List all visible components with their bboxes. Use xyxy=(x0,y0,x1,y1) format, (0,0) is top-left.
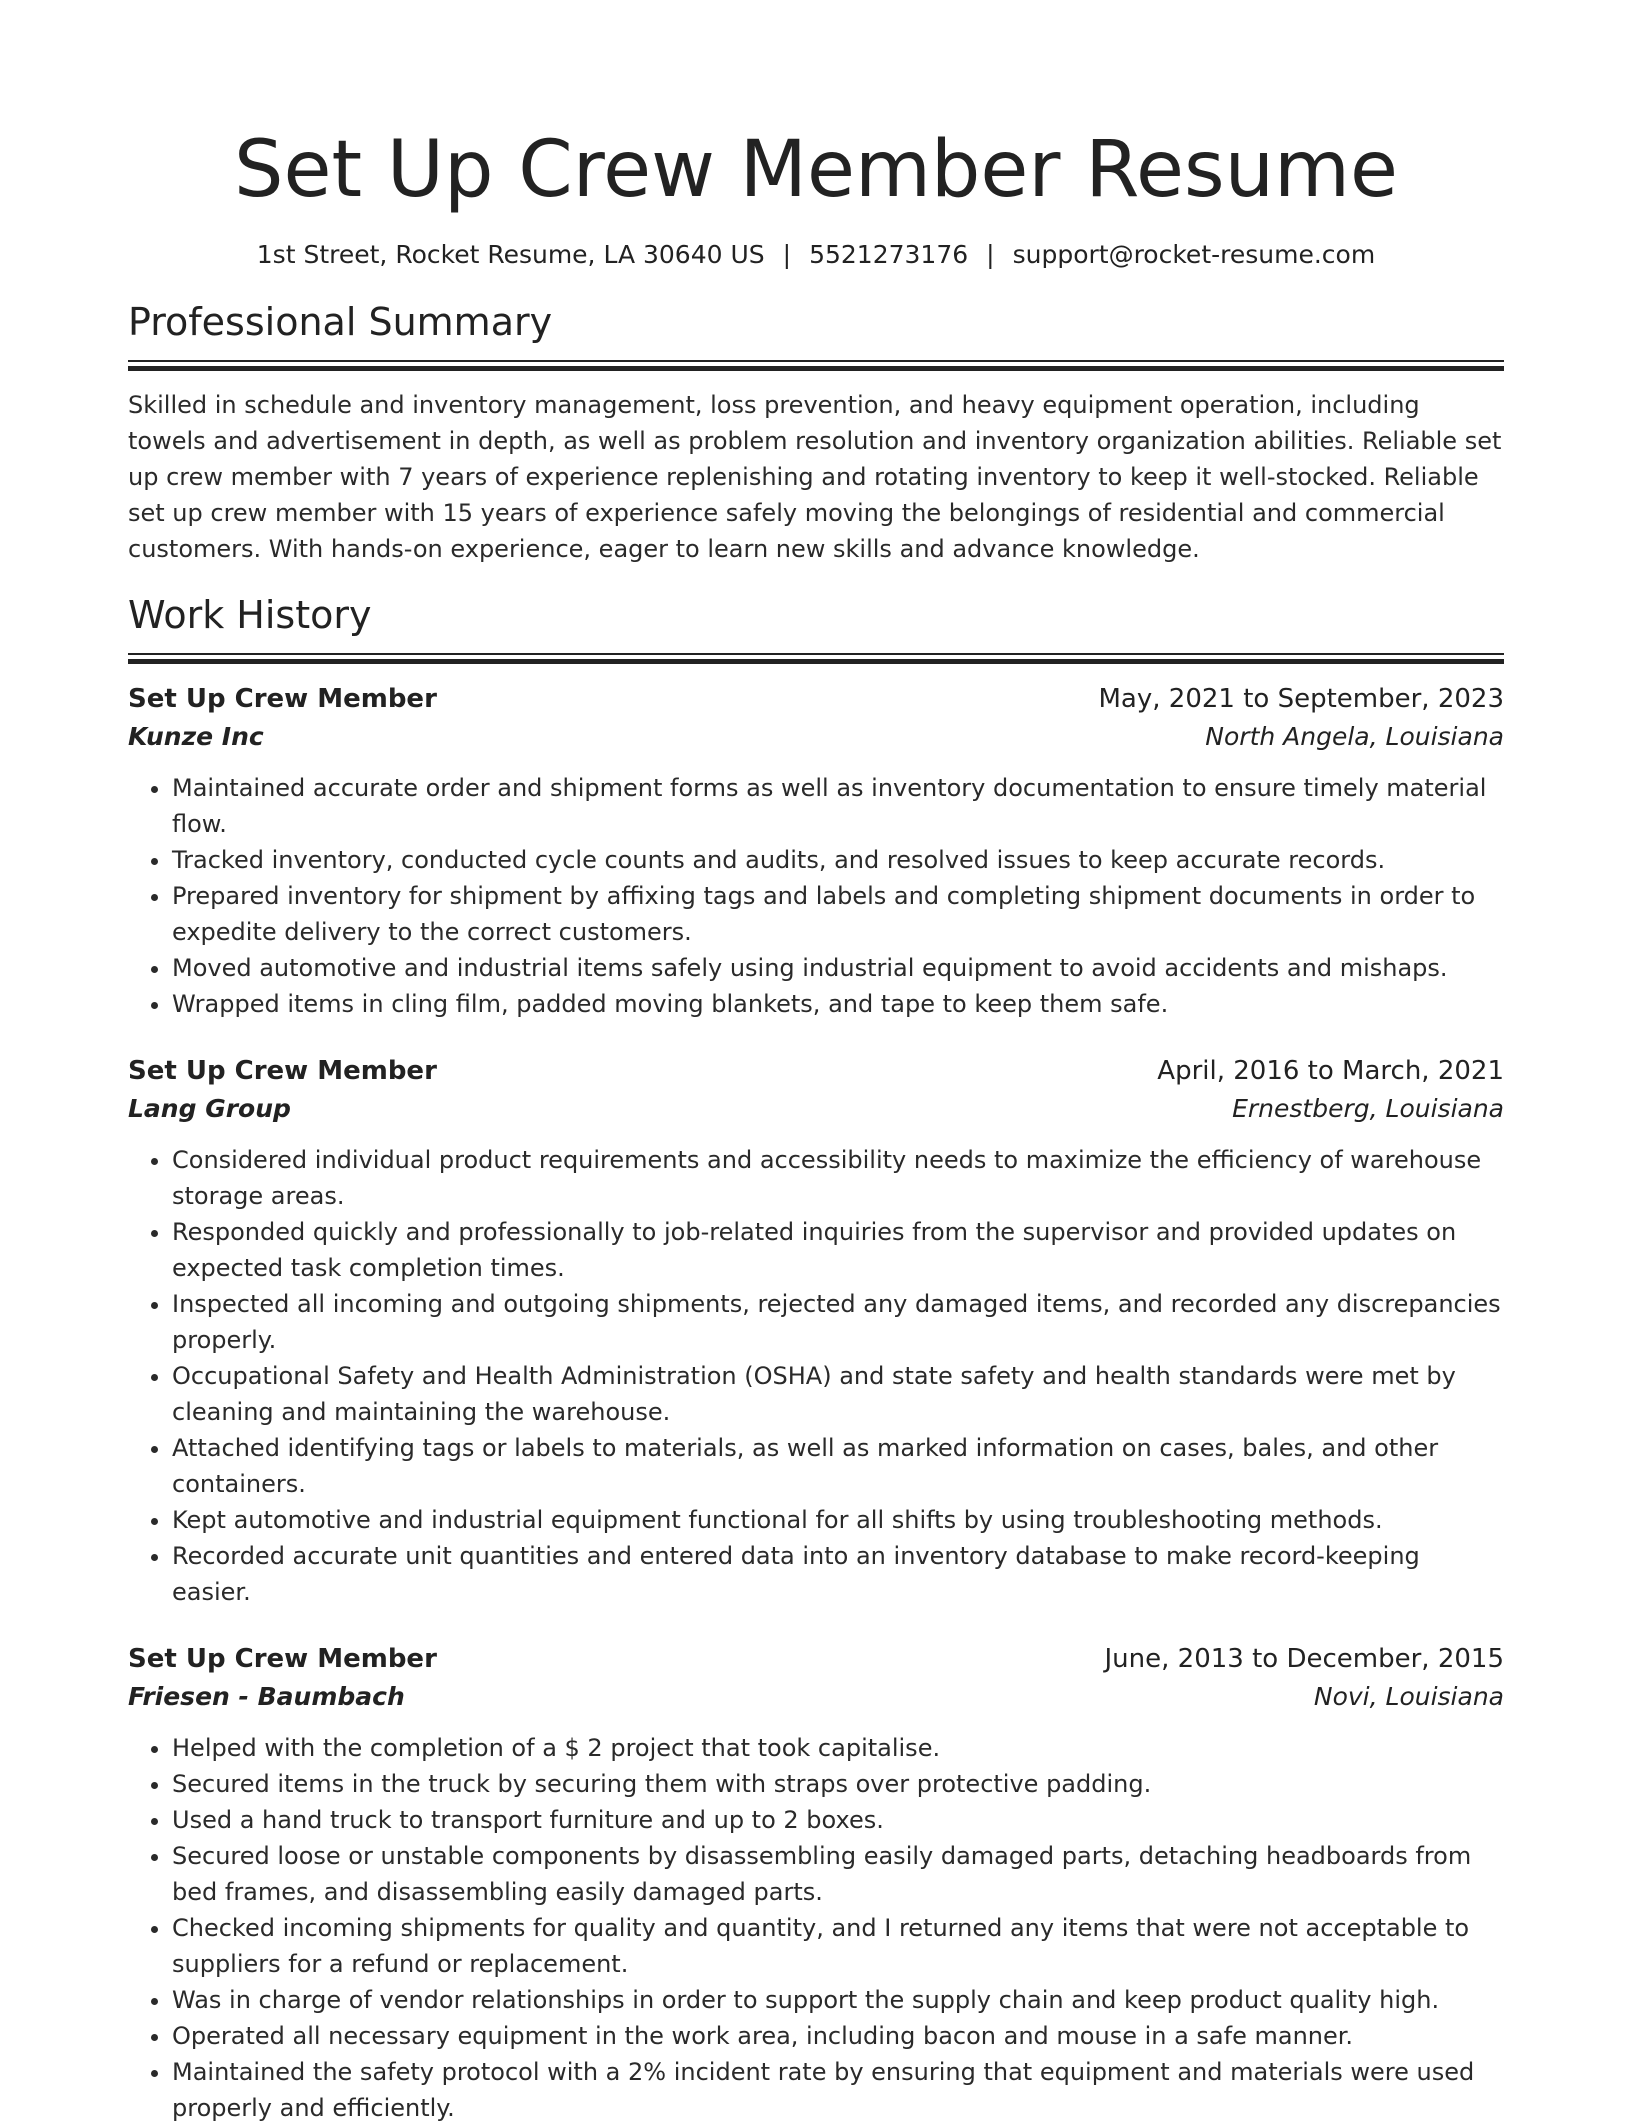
job-bullet: • Occupational Safety and Health Administration (OSHA) and state safety and health standards were met by cleaning and maintaining the warehouse. xyxy=(172,1358,1504,1430)
job-bullet-list xyxy=(128,770,1504,1022)
job-bullet: • Secured loose or unstable components by disassembling easily damaged parts, detaching headboards from bed frames, and disassembling easily damaged parts. xyxy=(172,1838,1504,1910)
job-company-row xyxy=(128,1090,1504,1128)
job-title: Set Up Crew Member xyxy=(128,1056,437,1086)
section-divider xyxy=(128,360,1504,371)
job-company: Kunze Inc xyxy=(128,722,264,751)
section-divider xyxy=(128,653,1504,664)
job-bullet: • Checked incoming shipments for quality and quantity, and I returned any items that were not acceptable to suppliers for a refund or replacement. xyxy=(172,1910,1504,1982)
job-company-row xyxy=(128,718,1504,756)
section-title-summary: Professional Summary xyxy=(128,300,553,344)
job-dates: June, 2013 to December, 2015 xyxy=(1104,1644,1504,1674)
job-header-row xyxy=(128,680,1504,718)
summary-text: Skilled in schedule and inventory management, loss prevention, and heavy equipment operation, including towels and advertisement in depth, as well as problem resolution and inventory organization abilities. Reliable set up crew member with 7 years of experience replenishing and rotating inventory to keep it well-stocked. Reliable set up crew member with 15 years of experience safely moving the belongings of residential and commercial customers. With hands-on experience, eager to learn new skills and advance knowledge. xyxy=(128,391,1502,563)
job-bullet: • Secured items in the truck by securing them with straps over protective padding. xyxy=(172,1766,1504,1802)
job-company: Friesen - Baumbach xyxy=(128,1682,405,1711)
job-company: Lang Group xyxy=(128,1094,291,1123)
job-bullet: • Tracked inventory, conducted cycle counts and audits, and resolved issues to keep accurate records. xyxy=(172,842,1504,878)
job-bullet: • Maintained the safety protocol with a 2% incident rate by ensuring that equipment and materials were used properly and efficiently. xyxy=(172,2054,1504,2126)
resume-page xyxy=(128,0,1504,2126)
job-bullet-list xyxy=(128,1142,1504,1610)
job-entry xyxy=(128,1640,1504,2126)
job-bullet: • Wrapped items in cling film, padded moving blankets, and tape to keep them safe. xyxy=(172,986,1504,1022)
job-header-row xyxy=(128,1052,1504,1090)
job-bullet: • Attached identifying tags or labels to materials, as well as marked information on cases, bales, and other containers. xyxy=(172,1430,1504,1502)
job-location: Ernestberg, Louisiana xyxy=(1232,1094,1504,1123)
contact-email: support@rocket-resume.com xyxy=(1012,240,1376,269)
job-entry xyxy=(128,1052,1504,1610)
job-bullet: • Responded quickly and professionally to job-related inquiries from the supervisor and provided updates on expected task completion times. xyxy=(172,1214,1504,1286)
job-bullet: • Operated all necessary equipment in the work area, including bacon and mouse in a safe manner. xyxy=(172,2018,1504,2054)
job-bullet-list xyxy=(128,1730,1504,2126)
job-header-row xyxy=(128,1640,1504,1678)
contact-address: 1st Street, Rocket Resume, LA 30640 US xyxy=(256,240,765,269)
job-bullet: • Helped with the completion of a $ 2 project that took capitalise. xyxy=(172,1730,1504,1766)
section-title-work-history: Work History xyxy=(128,593,372,637)
job-bullet: • Prepared inventory for shipment by affixing tags and labels and completing shipment documents in order to expedite delivery to the correct customers. xyxy=(172,878,1504,950)
job-bullet: • Was in charge of vendor relationships in order to support the supply chain and keep product quality high. xyxy=(172,1982,1504,2018)
contact-line xyxy=(128,238,1504,272)
job-dates: May, 2021 to September, 2023 xyxy=(1098,684,1504,714)
contact-separator: | xyxy=(986,240,995,269)
job-title: Set Up Crew Member xyxy=(128,684,437,714)
resume-title: Set Up Crew Member Resume xyxy=(233,125,1399,215)
job-bullet: • Kept automotive and industrial equipment functional for all shifts by using troubleshooting methods. xyxy=(172,1502,1504,1538)
contact-phone: 5521273176 xyxy=(809,240,969,269)
job-bullet: • Moved automotive and industrial items safely using industrial equipment to avoid accidents and mishaps. xyxy=(172,950,1504,986)
job-location: North Angela, Louisiana xyxy=(1205,722,1504,751)
job-bullet: • Used a hand truck to transport furniture and up to 2 boxes. xyxy=(172,1802,1504,1838)
job-location: Novi, Louisiana xyxy=(1313,1682,1504,1711)
job-bullet: • Inspected all incoming and outgoing shipments, rejected any damaged items, and recorded any discrepancies properly. xyxy=(172,1286,1504,1358)
job-bullet: • Recorded accurate unit quantities and entered data into an inventory database to make record-keeping easier. xyxy=(172,1538,1504,1610)
job-bullet: • Maintained accurate order and shipment forms as well as inventory documentation to ensure timely material flow. xyxy=(172,770,1504,842)
job-title: Set Up Crew Member xyxy=(128,1644,437,1674)
job-bullet: • Considered individual product requirements and accessibility needs to maximize the efficiency of warehouse storage areas. xyxy=(172,1142,1504,1214)
job-dates: April, 2016 to March, 2021 xyxy=(1157,1056,1504,1086)
job-company-row xyxy=(128,1678,1504,1716)
job-entry xyxy=(128,680,1504,1022)
contact-separator: | xyxy=(782,240,792,269)
